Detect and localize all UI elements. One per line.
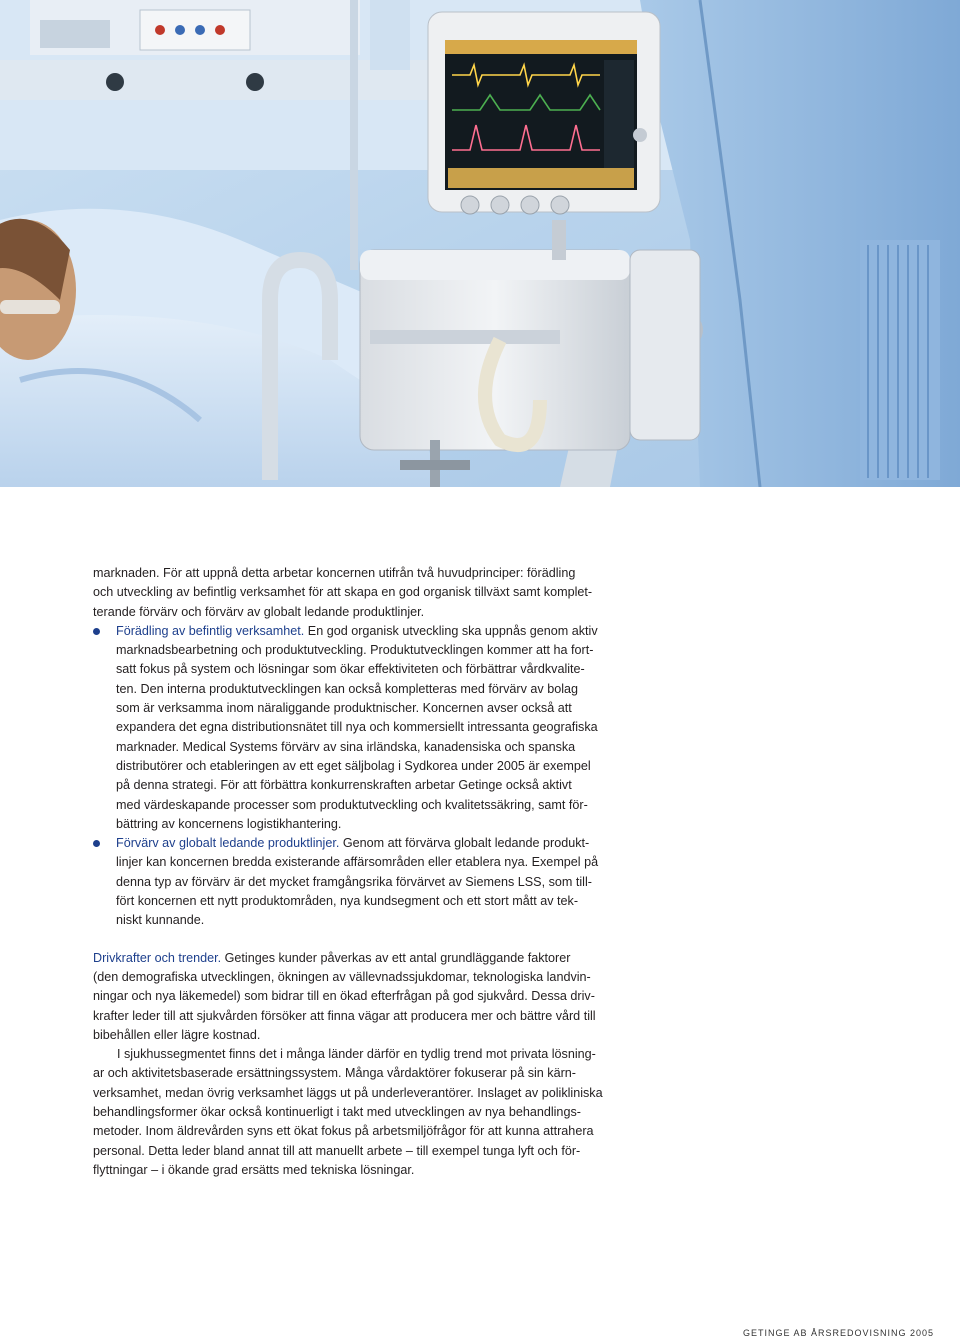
run-in-heading: Förädling av befintlig verksamhet. <box>116 623 305 638</box>
text-run: denna typ av förvärv är det mycket framgångsrika förvärvet av Siemens LSS, som till- <box>116 874 592 889</box>
text-run: marknaden. För att uppnå detta arbetar koncernen utifrån två huvudprinciper: förädling <box>93 566 576 580</box>
text-line <box>93 853 641 872</box>
hero-photo <box>0 0 960 487</box>
run-in-heading: Förvärv av globalt ledande produktlinjer. <box>116 836 340 851</box>
text-run: ten. Den interna produktutvecklingen kan också kompletteras med förvärv av bolag <box>116 681 579 696</box>
text-run: ar och aktivitetsbaserade ersättningssystem. Många vårdaktörer fokuserar på sin kärn- <box>93 1066 576 1081</box>
text-run: (den demografiska utvecklingen, ökningen av vällevnadssjukdomar, teknologiska landvin- <box>93 969 591 984</box>
text-run: ningar och nya läkemedel) som bidrar till en ökad efterfrågan på god sjukvård. Dessa driv- <box>93 989 595 1004</box>
text-run: satt fokus på system och lösningar som ökar effektiviteten och förbättrar vårdkvalite- <box>116 662 585 677</box>
text-run: niskt kunnande. <box>116 913 205 928</box>
text-run: krafter leder till att sjukvården försöker att finna vägar att producera mer och bättre vård till <box>93 1008 596 1023</box>
body-text <box>93 564 641 1180</box>
text-run: Genom att förvärva globalt ledande produkt- <box>339 836 590 851</box>
text-run: En god organisk utveckling ska uppnås genom aktiv <box>304 623 598 638</box>
text-run: bättring av koncernens logistikhantering. <box>116 816 342 831</box>
icu-ventilator-illustration <box>0 0 960 487</box>
text-line <box>93 776 641 795</box>
text-run: marknader. Medical Systems förvärv av sina irländska, kanadensiska och spanska <box>116 739 576 754</box>
text-line <box>93 564 641 583</box>
text-run: fört koncernen ett nytt produktområden, nya kundsegment och ett stort mått av tek- <box>116 894 579 909</box>
paragraph-gap <box>93 931 641 949</box>
text-line <box>93 718 641 737</box>
text-run: och utveckling av befintlig verksamhet för att skapa en god organisk tillväxt samt komplet- <box>93 585 593 600</box>
text-run: på denna strategi. För att förbättra konkurrenskraften arbetar Getinge också aktivt <box>116 778 572 793</box>
text-line <box>93 641 641 660</box>
bullet-icon <box>93 840 100 847</box>
text-line <box>93 583 641 602</box>
text-run: expandera det egna distributionsnätet till nya och kommersiellt intressanta geografiska <box>116 720 598 735</box>
text-line <box>93 949 641 968</box>
text-line <box>93 1142 641 1161</box>
text-line <box>93 660 641 679</box>
text-run: som är verksamma inom näraliggande produktnischer. Koncernen avser också att <box>116 701 572 716</box>
text-line <box>93 815 641 834</box>
run-in-heading: Drivkrafter och trender. <box>93 950 222 965</box>
text-run: personal. Detta leder bland annat till att manuellt arbete – till exempel tunga lyft och för- <box>93 1143 581 1158</box>
text-line <box>93 757 641 776</box>
text-line <box>93 699 641 718</box>
text-run: marknadsbearbetning och produktutveckling. Produktutvecklingen kommer att ha fort- <box>116 643 594 658</box>
text-run: bibehållen eller lägre kostnad. <box>93 1027 261 1042</box>
text-line <box>93 1045 641 1064</box>
text-line <box>93 1122 641 1141</box>
text-run: flyttningar – i ökande grad ersätts med tekniska lösningar. <box>93 1162 415 1177</box>
text-line <box>93 1103 641 1122</box>
text-line <box>93 911 641 930</box>
text-line <box>93 892 641 911</box>
text-run: distributörer och etableringen av ett eget säljbolag i Sydkorea under 2005 är exempel <box>116 758 591 773</box>
text-run: med värdeskapande processer som produktutveckling och kvalitetssäkring, samt för- <box>116 797 588 812</box>
text-line <box>93 987 641 1006</box>
bullet-icon <box>93 628 100 635</box>
text-run: terande förvärv och förvärv av globalt ledande produktlinjer. <box>93 604 425 619</box>
text-run: metoder. Inom äldrevården syns ett ökat fokus på arbetsmiljöfrågor för att kunna attrahera <box>93 1124 594 1139</box>
text-line <box>93 738 641 757</box>
page-footer: GETINGE AB ÅRSREDOVISNING 2005 <box>742 1328 934 1338</box>
text-run: behandlingsformer ökar också kontinuerligt i takt med utvecklingen av nya behandlings- <box>93 1105 581 1120</box>
text-line <box>93 1026 641 1045</box>
text-line <box>93 1064 641 1083</box>
text-line <box>93 796 641 815</box>
text-run: verksamhet, medan övrig verksamhet läggs ut på underleverantörer. Inslaget av polikliniska <box>93 1085 603 1100</box>
text-line <box>93 603 641 622</box>
text-line <box>93 1084 641 1103</box>
text-run: linjer kan koncernen bredda existerande affärsområden eller etablera nya. Exempel på <box>116 855 599 870</box>
text-run: Getinges kunder påverkas av ett antal grundläggande faktorer <box>221 950 571 965</box>
text-line <box>93 834 641 853</box>
text-run: I sjukhussegmentet finns det i många länder därför en tydlig trend mot privata lösning- <box>117 1047 596 1062</box>
text-line <box>93 873 641 892</box>
text-line <box>93 622 641 641</box>
text-line <box>93 1161 641 1180</box>
text-line <box>93 680 641 699</box>
text-line <box>93 968 641 987</box>
text-line <box>93 1007 641 1026</box>
